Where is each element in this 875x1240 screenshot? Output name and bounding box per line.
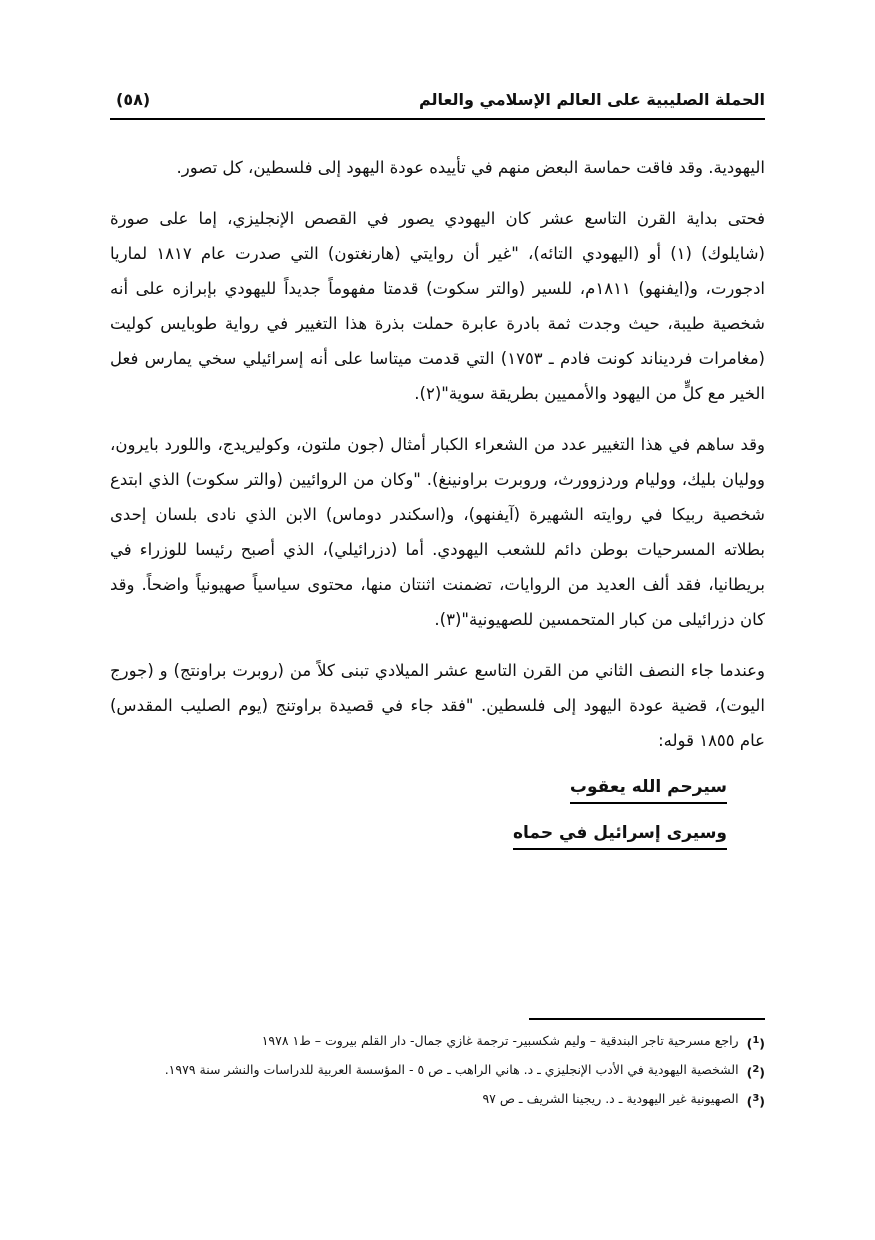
poem-verses	[110, 774, 765, 850]
footnotes	[110, 1028, 765, 1115]
footnote	[110, 1057, 765, 1086]
footnote-text: الصهيونية غير اليهودية ـ د. ريجينا الشريف ـ ص ٩٧	[482, 1091, 739, 1107]
paragraph: وعندما جاء النصف الثاني من القرن التاسع عشر الميلادي تبنى كلاً من (روبرت براونتج) و (جورج اليوت)، قضية عودة اليهود إلى فلسطين. "فقد جاء في قصيدة براوتنج (يوم الصليب المقدس) عام ١٨٥٥ قوله:	[110, 661, 765, 750]
paragraph: فحتى بداية القرن التاسع عشر كان اليهودي يصور في القصص الإنجليزي، إما على صورة (شايلوك) (١) أو (اليهودي التائه)، "غير أن روايتي (هارنغتون) التي صدرت عام ١٨١٧ لماريا ادجورت، و(ايفنهو) ١٨١١م، للسير (والتر سكوت) قدمتا مفهوماً جديداً لليهودي بإبرازه على أنه شخصية طيبة، حيث وجدت ثمة بادرة عابرة حملت بذرة هذا التغيير في رواية طوبايس كوليت (مغامرات فرديناند كونت فادم ـ ١٧٥٣) التي قدمت ميتاسا على أنه إسرائيلي سخي يمارس فعل الخير مع كلٍّ من اليهود والأمميين بطريقة سوية"(٢).	[110, 209, 766, 403]
paragraph: وقد ساهم في هذا التغيير عدد من الشعراء الكبار أمثال (جون ملتون، وكوليريدج، واللورد بايرون، ووليان بليك، ووليام وردزوورث، وروبرت براونينغ). "وكان من الروائيين (والتر سكوت) الذي ابتدع شخصية ربيكا في روايته الشهيرة (آيفنهو)، و(اسكندر دوماس) الابن الذي نادى بلسان إحدى بطلاته المسرحيات بوطن دائم للشعب اليهودي. أما (دزرائيلي)، الذي أصبح رئيسا للوزراء في بريطانيا، فقد ألف العديد من الروايات، تضمنت اثنتان منها، محتوى سياسياً صهيونياً واضحاً. وقد كان دزرائيلى من كبار المتحمسين للصهيونية"(٣).	[110, 435, 765, 629]
body-text	[110, 150, 765, 866]
footnote-marker: ($^1$)	[746, 1035, 765, 1052]
footnote-text: الشخصية اليهودية في الأدب الإنجليزي ـ د. هاني الراهب ـ ص ٥ - المؤسسة العربية للدراسات والنشر سنة ١٩٧٩.	[164, 1062, 739, 1078]
paragraph: اليهودية. وقد فاقت حماسة البعض منهم في تأييده عودة اليهود إلى فلسطين، كل تصور.	[176, 158, 765, 177]
verse-line: سيرحم الله يعقوب	[570, 774, 727, 804]
footnote-text: راجع مسرحية تاجر البندقية – وليم شكسبير- ترجمة غازي جمال- دار القلم بيروت – ط١ ١٩٧٨	[261, 1033, 739, 1048]
footnote	[110, 1028, 765, 1057]
footnote-marker: ($^3$)	[746, 1093, 765, 1110]
footnote	[110, 1086, 765, 1115]
page-number: (٥٨)	[116, 90, 151, 109]
footnote-separator	[529, 1018, 765, 1020]
verse-line: وسيرى إسرائيل في حماه	[513, 820, 727, 850]
footnote-marker: ($^2$)	[746, 1064, 765, 1081]
book-title: الحملة الصليبية على العالم الإسلامي والعالم	[418, 90, 765, 109]
running-header	[110, 88, 765, 120]
